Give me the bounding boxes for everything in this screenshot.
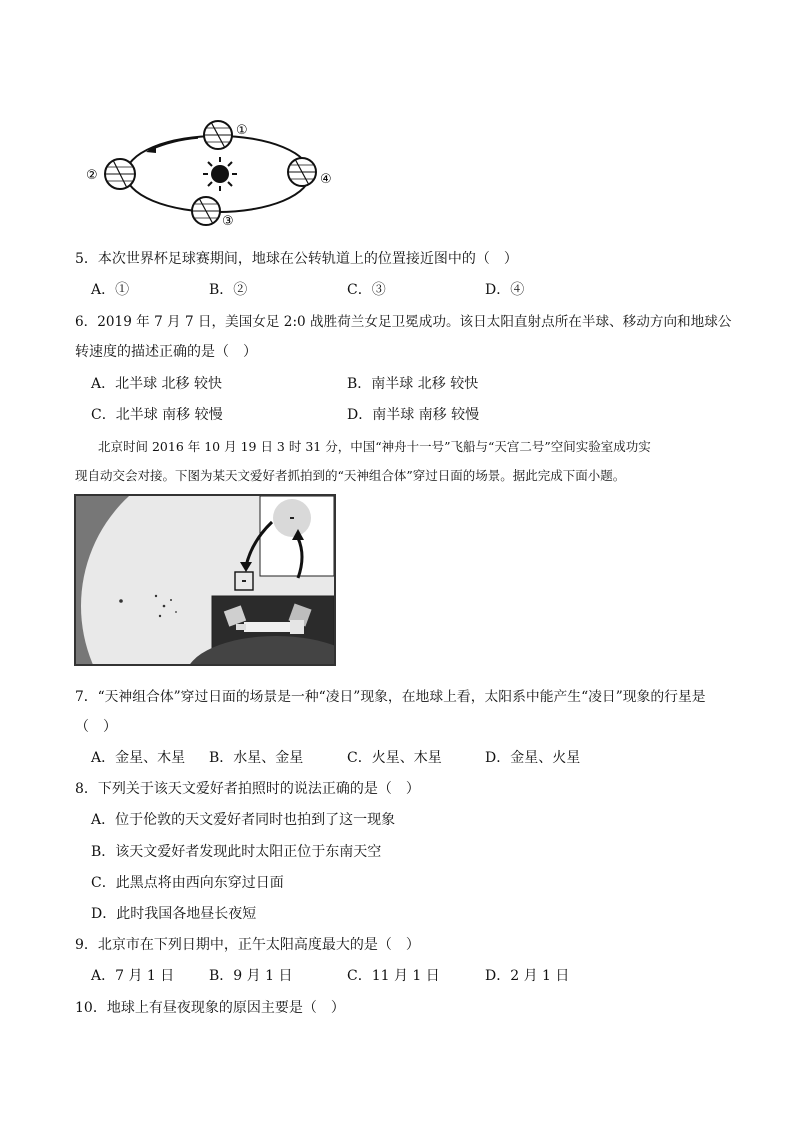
q9-option-a[interactable]: A．7 月 1 日	[91, 968, 175, 984]
q5-option-c[interactable]: C．③	[347, 282, 386, 298]
question-9-stem: 9．北京市在下列日期中，正午太阳高度最大的是（ ）	[75, 937, 420, 953]
q9-option-b[interactable]: B．9 月 1 日	[209, 968, 293, 984]
q7-option-a[interactable]: A．金星、木星	[91, 750, 186, 766]
earth-position-1	[204, 121, 232, 149]
q7-option-b[interactable]: B．水星、金星	[209, 750, 304, 766]
q6-option-b[interactable]: B．南半球 北移 较快	[347, 376, 479, 392]
transit-photo	[74, 494, 336, 666]
orbit-label-3: ③	[222, 214, 234, 229]
q9-option-d[interactable]: D．2 月 1 日	[485, 968, 570, 984]
question-6-stem-line2: 转速度的描述正确的是（ ）	[75, 344, 257, 360]
q8-option-a[interactable]: A．位于伦敦的天文爱好者同时也拍到了这一现象	[91, 812, 396, 828]
question-10-stem: 10．地球上有昼夜现象的原因主要是（ ）	[75, 1000, 345, 1016]
earth-orbit-diagram	[78, 112, 338, 230]
passage-line1: 北京时间 2016 年 10 月 19 日 3 时 31 分，中国“神舟十一号”飞船与“天宫二号”空间实验室成功实	[98, 439, 651, 454]
earth-position-2	[105, 159, 135, 189]
question-7-stem-line2: （ ）	[75, 719, 117, 735]
question-6-stem-line1: 6．2019 年 7 月 7 日，美国女足 2:0 战胜荷兰女足卫冕成功。该日太阳直射点所在半球、移动方向和地球公	[75, 314, 732, 330]
sun-icon	[203, 157, 237, 191]
earth-position-3	[192, 197, 220, 225]
q6-option-d[interactable]: D．南半球 南移 较慢	[347, 407, 480, 423]
passage-line2: 现自动交会对接。下图为某天文爱好者抓拍到的“天神组合体”穿过日面的场景。据此完成下面小题。	[75, 468, 626, 483]
orbit-label-4: ④	[320, 172, 332, 187]
q8-option-d[interactable]: D．此时我国各地昼长夜短	[91, 906, 257, 922]
orbit-label-2: ②	[86, 168, 98, 183]
orbit-label-1: ①	[236, 123, 248, 138]
q5-option-b[interactable]: B．②	[209, 282, 248, 298]
question-5-stem: 5．本次世界杯足球赛期间，地球在公转轨道上的位置接近图中的（ ）	[75, 251, 518, 267]
q5-option-d[interactable]: D．④	[485, 282, 525, 298]
q8-option-b[interactable]: B．该天文爱好者发现此时太阳正位于东南天空	[91, 844, 382, 860]
q6-option-c[interactable]: C．北半球 南移 较慢	[91, 407, 223, 423]
question-7-stem-line1: 7．“天神组合体”穿过日面的场景是一种“凌日”现象，在地球上看，太阳系中能产生“凌日”现象的行星是	[75, 689, 706, 705]
q5-option-a[interactable]: A．①	[91, 282, 130, 298]
q6-option-a[interactable]: A．北半球 北移 较快	[91, 376, 223, 392]
earth-position-4	[288, 158, 316, 186]
q8-option-c[interactable]: C．此黑点将由西向东穿过日面	[91, 875, 284, 891]
q7-option-d[interactable]: D．金星、火星	[485, 750, 581, 766]
question-8-stem: 8．下列关于该天文爱好者拍照时的说法正确的是（ ）	[75, 781, 420, 797]
q7-option-c[interactable]: C．火星、木星	[347, 750, 442, 766]
q9-option-c[interactable]: C．11 月 1 日	[347, 968, 440, 984]
